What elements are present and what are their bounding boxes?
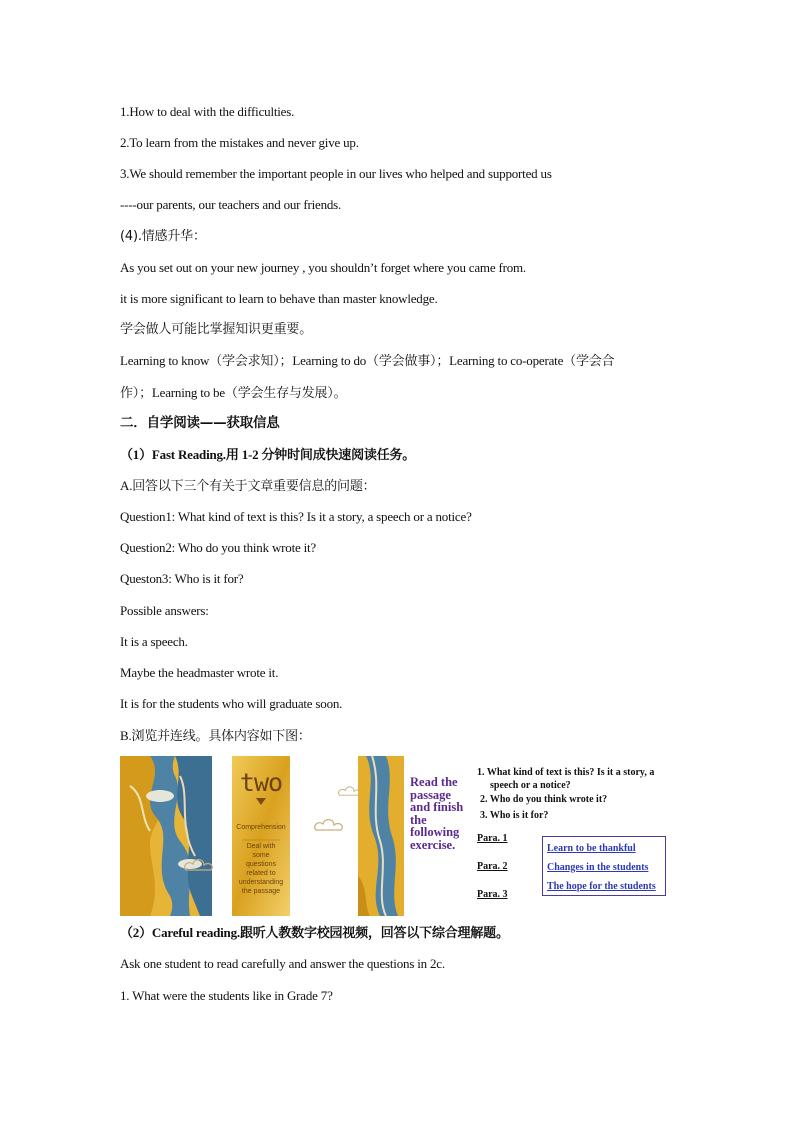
text-line-12: Question1: What kind of text is this? Is it a story, a speech or a notice? xyxy=(120,509,472,524)
figure-question: 2. Who do you think wrote it? xyxy=(480,794,608,805)
para-label: Para. 2 xyxy=(477,861,508,872)
text-line-13: Question2: Who do you think wrote it? xyxy=(120,540,317,555)
text-line-16: It is a speech. xyxy=(120,634,188,649)
text-line-2: 2.To learn from the mistakes and never give up. xyxy=(120,135,359,150)
banner-desc-line: related to xyxy=(246,870,276,877)
section-heading-2: 二．自学阅读——获取信息 xyxy=(120,415,280,431)
text-line-6: As you set out on your new journey , you shouldn’t forget where you came from. xyxy=(120,260,526,275)
banner-desc-line: the passage xyxy=(241,888,281,895)
figure-question: 3. Who is it for? xyxy=(480,810,549,821)
read-prompt-line: following xyxy=(410,825,460,840)
text-line-20: Ask one student to read carefully and answer the questions in 2c. xyxy=(120,956,445,971)
match-options-box xyxy=(542,836,666,896)
text-line-14: Queston3: Who is it for? xyxy=(120,571,244,586)
text-line-7: it is more significant to learn to behave than master knowledge. xyxy=(120,291,438,306)
text-line-4: ----our parents, our teachers and our friends. xyxy=(120,197,342,212)
banner-title: Comprehension xyxy=(236,824,286,831)
banner-description xyxy=(232,842,290,896)
match-option[interactable]: The hope for the students xyxy=(547,881,656,892)
text-line-18: It is for the students who will graduate soon. xyxy=(120,696,343,711)
match-option[interactable]: Changes in the students xyxy=(547,862,649,873)
subheading-careful-reading: （2）Careful reading.跟听人教数字校园视频，回答以下综合理解题。 xyxy=(120,925,509,940)
banner-desc-line: Deal with xyxy=(246,843,276,850)
text-line-19: B.浏览并连线。具体内容如下图： xyxy=(120,728,311,743)
text-line-21: 1. What were the students like in Grade 7? xyxy=(120,988,333,1003)
figure-question: 1. What kind of text is this? Is it a story, a xyxy=(477,767,655,778)
read-prompt-line: Read the xyxy=(410,775,458,789)
read-prompt-line: the xyxy=(410,812,427,827)
text-line-11: A.回答以下三个有关于文章重要信息的问题： xyxy=(120,478,376,493)
right-art-panel xyxy=(358,756,404,916)
banner-desc-line: questions xyxy=(246,861,276,868)
read-prompt-line: exercise. xyxy=(410,837,456,852)
text-line-1: 1.How to deal with the difficulties. xyxy=(120,104,295,119)
text-line-9: Learning to know（学会求知）；Learning to do（学会做事）；Learning to co-operate（学会合 xyxy=(120,353,615,368)
para-label: Para. 3 xyxy=(477,889,508,900)
text-line-15: Possible answers: xyxy=(120,603,209,618)
banner-desc-line: some xyxy=(252,852,270,859)
banner-word: two xyxy=(239,768,283,797)
text-line-10: 作）；Learning to be（学会生存与发展）。 xyxy=(120,385,347,400)
read-prompt xyxy=(410,776,472,852)
left-art-panel xyxy=(120,756,212,916)
banner-desc-line: understanding xyxy=(238,879,284,886)
reading-exercise-figure xyxy=(120,756,680,916)
text-line-3: 3.We should remember the important people in our lives who helped and supported us xyxy=(120,166,552,181)
text-line-8: 学会做人可能比掌握知识更重要。 xyxy=(120,322,313,337)
subheading-fast-reading: （1）Fast Reading.用 1-2 分钟时间成快速阅读任务。 xyxy=(120,447,416,462)
para-label: Para. 1 xyxy=(477,833,508,844)
text-line-17: Maybe the headmaster wrote it. xyxy=(120,665,279,680)
match-option[interactable]: Learn to be thankful xyxy=(547,843,636,854)
read-prompt-line: and finish xyxy=(410,800,464,815)
cloud-ornament-icon xyxy=(312,816,346,836)
banner-panel xyxy=(232,756,290,916)
figure-question: speech or a notice? xyxy=(490,780,571,791)
read-prompt-line: passage xyxy=(410,787,451,802)
cloud-ornament-icon xyxy=(182,856,216,876)
text-line-5: (4).情感升华： xyxy=(120,229,206,244)
